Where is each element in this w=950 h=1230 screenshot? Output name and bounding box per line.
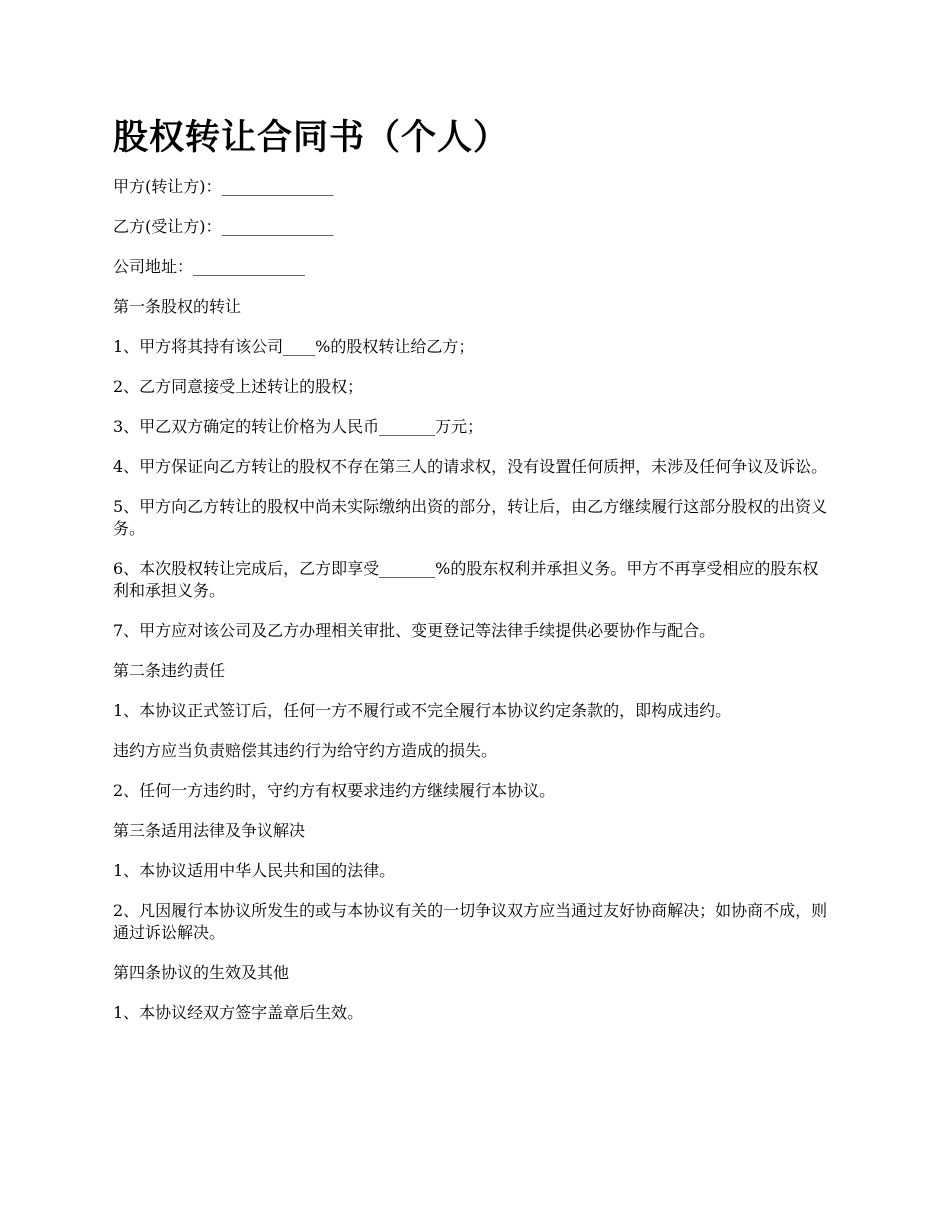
clause-2-2: 2、任何一方违约时，守约方有权要求违约方继续履行本协议。 bbox=[113, 781, 556, 800]
clause-1-4: 4、甲方保证向乙方转让的股权不存在第三人的请求权，没有设置任何质押，未涉及任何争议及诉讼。 bbox=[113, 457, 828, 476]
clause-1-2: 2、乙方同意接受上述转让的股权； bbox=[113, 377, 364, 396]
clause-2-1-continued: 违约方应当负责赔偿其违约行为给守约方造成的损失。 bbox=[113, 741, 498, 760]
section-heading-law: 第三条适用法律及争议解决 bbox=[113, 821, 306, 840]
clause-1-3: 3、甲乙双方确定的转让价格为人民币_______万元； bbox=[113, 417, 484, 436]
company-address-line: 公司地址：______________ bbox=[113, 257, 306, 276]
document-title: 股权转让合同书（个人） bbox=[113, 118, 510, 158]
section-heading-transfer: 第一条股权的转让 bbox=[113, 297, 242, 316]
clause-2-1: 1、本协议正式签订后，任何一方不履行或不完全履行本协议约定条款的，即构成违约。 bbox=[113, 701, 732, 720]
document-page bbox=[113, 112, 833, 1042]
clause-1-5: 5、甲方向乙方转让的股权中尚未实际缴纳出资的部分，转让后，由乙方继续履行这部分股权的出资义务。 bbox=[113, 497, 828, 538]
section-heading-liability: 第二条违约责任 bbox=[113, 661, 226, 680]
clause-4-1: 1、本协议经双方签字盖章后生效。 bbox=[113, 1003, 364, 1022]
section-heading-effect: 第四条协议的生效及其他 bbox=[113, 963, 290, 982]
clause-3-2: 2、凡因履行本协议所发生的或与本协议有关的一切争议双方应当通过友好协商解决；如协商不成，则通过诉讼解决。 bbox=[113, 901, 828, 942]
party-a-line: 甲方(转让方)：______________ bbox=[113, 177, 334, 196]
clause-3-1: 1、本协议适用中华人民共和国的法律。 bbox=[113, 861, 396, 880]
clause-1-6: 6、本次股权转让完成后，乙方即享受_______%的股东权利并承担义务。甲方不再享受相应的股东权利和承担义务。 bbox=[113, 559, 819, 600]
party-b-line: 乙方(受让方)：______________ bbox=[113, 217, 334, 236]
clause-1-1: 1、甲方将其持有该公司____%的股权转让给乙方； bbox=[113, 337, 475, 356]
clause-1-7: 7、甲方应对该公司及乙方办理相关审批、变更登记等法律手续提供必要协作与配合。 bbox=[113, 621, 716, 640]
